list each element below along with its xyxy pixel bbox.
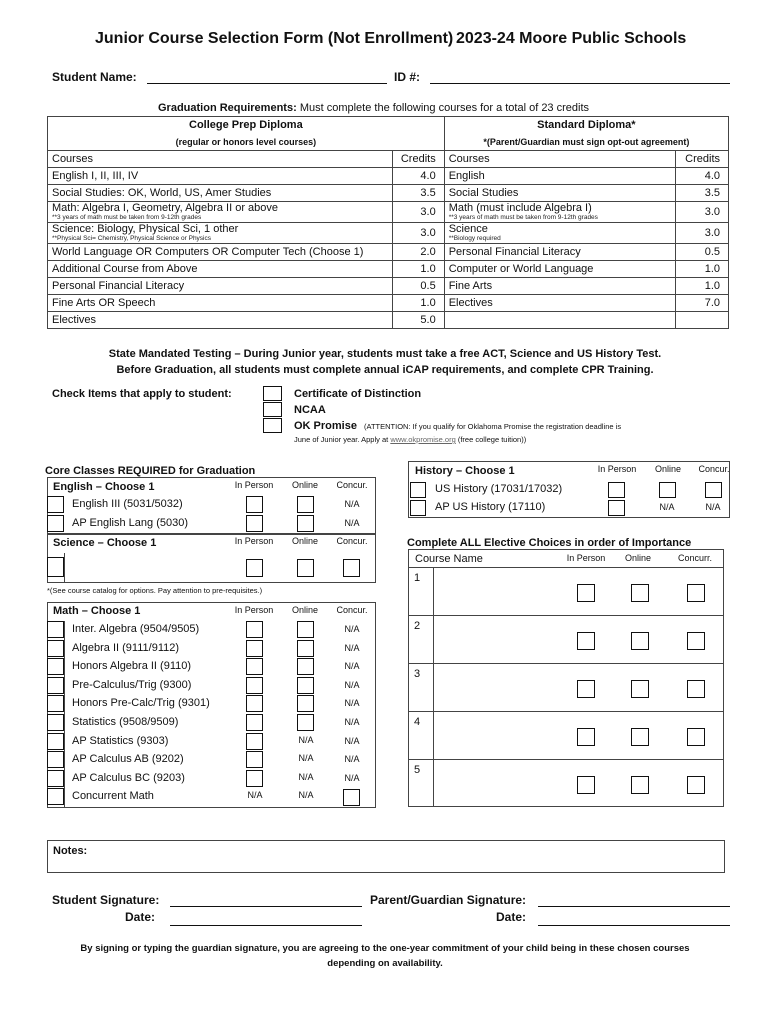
- course-note: **Biology required: [448, 235, 501, 242]
- grad-row: [48, 261, 729, 278]
- elective-course-field[interactable]: [435, 665, 555, 709]
- form-title: Junior Course Selection Form (Not Enrollment): [95, 30, 454, 47]
- course-name: English I, II, III, IV: [52, 170, 139, 182]
- ap-us-history-concur-na: N/A: [705, 502, 721, 512]
- elective-row-border: [408, 711, 724, 712]
- electives-col-course: Course Name: [415, 553, 483, 565]
- col-credits: Credits: [392, 151, 444, 168]
- credit-value: 4.0: [420, 170, 436, 182]
- science-col-in-person: In Person: [234, 536, 274, 546]
- grad-course-cell: [48, 244, 393, 261]
- parent-date-label: Date:: [496, 910, 527, 924]
- credit-value: 3.0: [420, 206, 436, 218]
- elective-online-checkbox[interactable]: [631, 728, 649, 746]
- credit-value: 1.0: [420, 263, 436, 275]
- grad-credit-cell: [392, 278, 444, 295]
- std-course-cell: [444, 278, 675, 295]
- credit-value: 0.5: [704, 246, 720, 258]
- elective-row-border: [408, 567, 724, 568]
- footer-line-2: depending on availability.: [327, 958, 443, 969]
- course-name: Personal Financial Literacy: [448, 246, 581, 258]
- elective-online-checkbox[interactable]: [631, 584, 649, 602]
- grad-row: [48, 312, 729, 329]
- math-online-na: N/A: [298, 790, 314, 801]
- footer-line-1: By signing or typing the guardian signature, you are agreeing to the one-year commitment of your child being in these chosen courses: [80, 943, 690, 954]
- grad-credit-cell: [392, 202, 444, 223]
- std-course-cell: [444, 185, 675, 202]
- history-col-concur: Concur.: [698, 464, 730, 474]
- ok-promise-row: [294, 420, 621, 432]
- elective-in-person-checkbox[interactable]: [577, 632, 595, 650]
- grad-credit-cell: [392, 295, 444, 312]
- grad-course-cell: [48, 223, 393, 244]
- math-course-label: Algebra II (9111/9112): [72, 641, 180, 654]
- credit-value: 4.0: [704, 170, 720, 182]
- check-items-label: Check Items that apply to student:: [52, 388, 232, 400]
- credit-value: 3.0: [704, 227, 720, 239]
- student-name-label: Student Name:: [52, 70, 137, 84]
- elective-row-number: 1: [414, 572, 421, 584]
- std-course-cell: [444, 168, 675, 185]
- science-online-checkbox[interactable]: [297, 559, 314, 577]
- credit-value: 1.0: [704, 280, 720, 292]
- std-credit-cell: [676, 244, 729, 261]
- id-field[interactable]: [430, 83, 730, 84]
- elective-in-person-checkbox[interactable]: [577, 584, 595, 602]
- elective-row-border: [408, 663, 724, 664]
- std-course-cell: [444, 261, 675, 278]
- ncaa-label: NCAA: [294, 404, 326, 416]
- course-note: **3 years of math must be taken from 9-12th grades: [52, 214, 202, 221]
- testing-line-2: Before Graduation, all students must complete annual iCAP requirements, and complete CPR Training.: [116, 364, 654, 376]
- math-in-person-checkbox[interactable]: [246, 714, 263, 731]
- math-concur-na: N/A: [344, 772, 360, 783]
- credit-value: 1.0: [704, 263, 720, 275]
- grad-row: [48, 168, 729, 185]
- english-select-checkbox[interactable]: [47, 515, 64, 532]
- math-select-checkbox[interactable]: [47, 751, 64, 768]
- us-history-label: US History (17031/17032): [435, 483, 563, 495]
- science-concur-checkbox[interactable]: [343, 559, 360, 577]
- std-course-cell: [444, 202, 675, 223]
- math-online-checkbox[interactable]: [297, 695, 314, 712]
- math-select-checkbox[interactable]: [47, 658, 64, 675]
- science-note: *(See course catalog for options. Pay attention to pre-requisites.): [47, 586, 263, 595]
- us-history-in-person-checkbox[interactable]: [608, 482, 625, 498]
- grad-heading-bold: Graduation Requirements:: [158, 102, 297, 114]
- grad-credit-cell: [392, 261, 444, 278]
- electives-heading: Complete ALL Elective Choices in order of Importance: [407, 537, 692, 549]
- history-col-in-person: In Person: [597, 464, 637, 474]
- course-name: Electives: [52, 314, 97, 326]
- std-credit-cell: [676, 278, 729, 295]
- parent-date-field[interactable]: [538, 925, 730, 926]
- ap-us-history-in-person-checkbox[interactable]: [608, 500, 625, 516]
- course-name: Fine Arts OR Speech: [52, 297, 156, 309]
- id-label: ID #:: [394, 70, 421, 84]
- math-course-label: AP Calculus AB (9202): [72, 753, 184, 766]
- english-in-person-checkbox[interactable]: [246, 515, 263, 532]
- math-in-person-checkbox[interactable]: [246, 695, 263, 712]
- elective-course-field[interactable]: [435, 617, 555, 661]
- elective-online-checkbox[interactable]: [631, 632, 649, 650]
- grad-credit-cell: [392, 244, 444, 261]
- science-title: Science – Choose 1: [53, 537, 157, 549]
- grad-course-cell: [48, 185, 393, 202]
- elective-row-number: 2: [414, 620, 421, 632]
- elective-row-border: [408, 759, 724, 760]
- course-name: Computer or World Language: [448, 263, 594, 275]
- science-select-checkbox[interactable]: [47, 557, 64, 577]
- standard-sub: *(Parent/Guardian must sign opt-out agreement): [444, 134, 728, 151]
- credit-value: 3.5: [704, 187, 720, 199]
- col-courses-std: Courses: [444, 151, 675, 168]
- electives-col-in-person: In Person: [566, 553, 606, 563]
- std-credit-cell: [676, 168, 729, 185]
- standard-title: Standard Diploma*: [444, 117, 728, 134]
- grad-course-cell: [48, 312, 393, 329]
- ok-promise-label: OK Promise: [294, 420, 357, 432]
- certificate-label: Certificate of Distinction: [294, 388, 422, 400]
- core-heading: Core Classes REQUIRED for Graduation: [45, 465, 256, 477]
- credit-value: 2.0: [420, 246, 436, 258]
- ap-us-history-label: AP US History (17110): [435, 501, 546, 513]
- math-select-checkbox[interactable]: [47, 677, 64, 694]
- course-name: Math (must include Algebra I): [448, 202, 592, 214]
- math-course-label: Concurrent Math: [72, 790, 154, 803]
- grad-row: [48, 185, 729, 202]
- grad-course-cell: [48, 261, 393, 278]
- course-name: Electives: [448, 297, 493, 309]
- us-history-online-checkbox[interactable]: [659, 482, 676, 498]
- math-course-label: Statistics (9508/9509): [72, 716, 179, 728]
- course-name: Fine Arts: [448, 280, 493, 292]
- elective-in-person-checkbox[interactable]: [577, 680, 595, 698]
- elective-in-person-checkbox[interactable]: [577, 728, 595, 746]
- elective-concur-checkbox[interactable]: [687, 632, 705, 650]
- english-course-label: English III (5031/5032): [72, 498, 183, 510]
- grad-credit-cell: [392, 185, 444, 202]
- elective-course-field[interactable]: [435, 713, 555, 757]
- english-online-checkbox[interactable]: [297, 496, 314, 513]
- english-col-online: Online: [291, 480, 318, 490]
- math-select-checkbox[interactable]: [47, 621, 64, 638]
- ok-promise-checkbox[interactable]: [263, 418, 282, 433]
- electives-col-online: Online: [624, 553, 651, 563]
- math-online-na: N/A: [298, 771, 314, 782]
- english-col-in-person: In Person: [234, 480, 274, 490]
- student-date-field[interactable]: [170, 925, 362, 926]
- grad-course-cell: [48, 168, 393, 185]
- elective-online-checkbox[interactable]: [631, 776, 649, 794]
- elective-concur-checkbox[interactable]: [687, 776, 705, 794]
- ok-promise-note-post: (free college tuition)): [455, 435, 527, 444]
- credit-value: 3.5: [420, 187, 436, 199]
- elective-row-number: 3: [414, 668, 421, 680]
- math-title: Math – Choose 1: [53, 605, 141, 617]
- credit-value: 0.5: [420, 280, 436, 292]
- std-course-cell: [444, 244, 675, 261]
- math-in-person-na: N/A: [247, 790, 263, 801]
- math-course-label: AP Statistics (9303): [72, 734, 169, 747]
- student-signature-field[interactable]: [170, 906, 362, 907]
- math-course-label: Honors Pre-Calc/Trig (9301): [72, 697, 210, 710]
- math-course-label: Inter. Algebra (9504/9505): [72, 623, 200, 635]
- college-prep-sub: (regular or honors level courses): [48, 134, 445, 151]
- grad-heading: [158, 102, 589, 114]
- math-online-na: N/A: [298, 753, 314, 764]
- math-course-column-divider: [64, 621, 65, 807]
- math-concur-na: N/A: [344, 735, 360, 746]
- math-select-checkbox[interactable]: [47, 770, 64, 787]
- math-course-label: Honors Algebra II (9110): [72, 660, 192, 673]
- math-in-person-checkbox[interactable]: [246, 770, 263, 787]
- credit-value: 1.0: [420, 297, 436, 309]
- electives-col-concur: Concurr.: [677, 553, 712, 563]
- grad-heading-text: Must complete the following courses for a total of 23 credits: [299, 102, 590, 114]
- math-concur-na: N/A: [344, 717, 360, 727]
- course-name: Science: Biology, Physical Sci, 1 other: [52, 223, 239, 235]
- grad-course-cell: [48, 278, 393, 295]
- student-signature-label: Student Signature:: [52, 893, 160, 907]
- ncaa-checkbox[interactable]: [263, 402, 282, 417]
- std-course-cell: [444, 223, 675, 244]
- english-online-checkbox[interactable]: [297, 515, 314, 532]
- history-col-online: Online: [654, 464, 681, 474]
- std-credit-cell: [676, 185, 729, 202]
- english-select-checkbox[interactable]: [47, 496, 64, 513]
- elective-course-field[interactable]: [435, 569, 555, 613]
- math-online-na: N/A: [298, 734, 314, 745]
- math-concur-na: N/A: [344, 679, 360, 690]
- math-col-concur: Concur.: [336, 605, 368, 615]
- notes-label: Notes:: [53, 845, 88, 857]
- course-name: Additional Course from Above: [52, 263, 198, 275]
- math-in-person-checkbox[interactable]: [246, 733, 263, 750]
- grad-table: [47, 116, 729, 329]
- grad-row: [48, 278, 729, 295]
- math-online-checkbox[interactable]: [297, 640, 314, 657]
- english-concur-na: N/A: [344, 499, 360, 509]
- credit-value: 7.0: [704, 297, 720, 309]
- credit-value: 3.0: [420, 227, 436, 239]
- elective-concur-checkbox[interactable]: [687, 584, 705, 602]
- course-name: World Language OR Computers OR Computer Tech (Choose 1): [52, 246, 364, 258]
- ok-promise-note: (ATTENTION: If you qualify for Oklahoma Promise the registration deadline is: [364, 422, 622, 431]
- grad-credit-cell: [392, 168, 444, 185]
- english-concur-na: N/A: [344, 518, 360, 528]
- course-note: **3 years of math must be taken from 9-12th grades: [448, 214, 598, 221]
- math-online-checkbox[interactable]: [297, 677, 314, 694]
- science-in-person-checkbox[interactable]: [246, 559, 263, 577]
- grad-row: [48, 223, 729, 244]
- math-concur-na: N/A: [344, 661, 360, 672]
- course-note: **Physical Sci= Chemistry, Physical Science or Physics: [52, 235, 212, 242]
- testing-line-1: State Mandated Testing – During Junior year, students must take a free ACT, Science and US History Test.: [108, 348, 662, 360]
- std-course-cell: [444, 312, 675, 329]
- math-select-checkbox[interactable]: [47, 788, 64, 805]
- math-course-label: Pre-Calculus/Trig (9300): [72, 678, 192, 691]
- std-credit-cell: [676, 202, 729, 223]
- elective-row-border: [408, 615, 724, 616]
- history-title: History – Choose 1: [415, 465, 515, 477]
- math-in-person-checkbox[interactable]: [246, 658, 263, 675]
- course-name: Personal Financial Literacy: [52, 280, 185, 292]
- english-title: English – Choose 1: [53, 481, 155, 493]
- std-credit-cell: [676, 223, 729, 244]
- course-name: English: [448, 170, 485, 182]
- math-concur-na: N/A: [344, 642, 360, 653]
- std-credit-cell: [676, 312, 729, 329]
- elective-online-checkbox[interactable]: [631, 680, 649, 698]
- elective-row-number: 4: [414, 716, 421, 728]
- ap-us-history-select-checkbox[interactable]: [410, 500, 426, 516]
- course-name: Social Studies: [448, 187, 519, 199]
- english-col-concur: Concur.: [336, 480, 368, 490]
- course-name: Math: Algebra I, Geometry, Algebra II or above: [52, 202, 279, 214]
- school-title: 2023-24 Moore Public Schools: [456, 30, 687, 47]
- col-courses: Courses: [48, 151, 393, 168]
- math-in-person-checkbox[interactable]: [246, 677, 263, 694]
- science-col-concur: Concur.: [336, 536, 368, 546]
- math-select-checkbox[interactable]: [47, 733, 64, 750]
- elective-course-field[interactable]: [435, 761, 555, 805]
- college-prep-title: College Prep Diploma: [48, 117, 445, 134]
- std-credit-cell: [676, 295, 729, 312]
- grad-row: [48, 202, 729, 223]
- grad-course-cell: [48, 202, 393, 223]
- parent-signature-field[interactable]: [538, 906, 730, 907]
- math-col-in-person: In Person: [234, 605, 274, 615]
- grad-credit-cell: [392, 223, 444, 244]
- certificate-checkbox[interactable]: [263, 386, 282, 401]
- us-history-concur-checkbox[interactable]: [705, 482, 722, 498]
- math-in-person-checkbox[interactable]: [246, 751, 263, 768]
- math-concur-na: N/A: [344, 624, 360, 634]
- english-course-label: AP English Lang (5030): [72, 517, 188, 529]
- grad-course-cell: [48, 295, 393, 312]
- math-online-checkbox[interactable]: [297, 658, 314, 675]
- english-in-person-checkbox[interactable]: [246, 496, 263, 513]
- math-in-person-checkbox[interactable]: [246, 621, 263, 638]
- grad-credit-cell: [392, 312, 444, 329]
- math-concur-na: N/A: [344, 698, 360, 709]
- ok-promise-note-pre: June of Junior year. Apply at: [294, 435, 391, 444]
- math-online-checkbox[interactable]: [297, 714, 314, 731]
- elective-in-person-checkbox[interactable]: [577, 776, 595, 794]
- electives-divider: [433, 567, 434, 807]
- math-concur-checkbox[interactable]: [343, 789, 360, 806]
- math-col-online: Online: [291, 605, 318, 615]
- elective-concur-checkbox[interactable]: [687, 728, 705, 746]
- science-course-field[interactable]: [64, 553, 234, 583]
- std-course-cell: [444, 295, 675, 312]
- math-online-checkbox[interactable]: [297, 621, 314, 638]
- us-history-select-checkbox[interactable]: [410, 482, 426, 498]
- ap-us-history-online-na: N/A: [659, 502, 675, 512]
- std-credit-cell: [676, 261, 729, 278]
- math-select-checkbox[interactable]: [47, 714, 64, 731]
- course-name: Science: [448, 223, 488, 235]
- elective-concur-checkbox[interactable]: [687, 680, 705, 698]
- credit-value: 3.0: [704, 206, 720, 218]
- grad-row: [48, 295, 729, 312]
- science-col-online: Online: [291, 536, 318, 546]
- math-concur-na: N/A: [344, 754, 360, 765]
- parent-signature-label: Parent/Guardian Signature:: [370, 893, 527, 907]
- course-name: Social Studies: OK, World, US, Amer Studies: [52, 187, 272, 199]
- credit-value: 5.0: [420, 314, 436, 326]
- math-select-checkbox[interactable]: [47, 640, 64, 657]
- math-in-person-checkbox[interactable]: [246, 640, 263, 657]
- notes-box[interactable]: [47, 840, 725, 873]
- ok-promise-link[interactable]: www.okpromise.org: [390, 435, 456, 444]
- grad-row: [48, 244, 729, 261]
- ok-promise-note-2: [294, 435, 526, 444]
- col-credits-std: Credits: [676, 151, 729, 168]
- student-date-label: Date:: [125, 910, 156, 924]
- student-name-field[interactable]: [147, 83, 387, 84]
- math-course-label: AP Calculus BC (9203): [72, 771, 185, 784]
- math-select-checkbox[interactable]: [47, 695, 64, 712]
- elective-row-number: 5: [414, 764, 421, 776]
